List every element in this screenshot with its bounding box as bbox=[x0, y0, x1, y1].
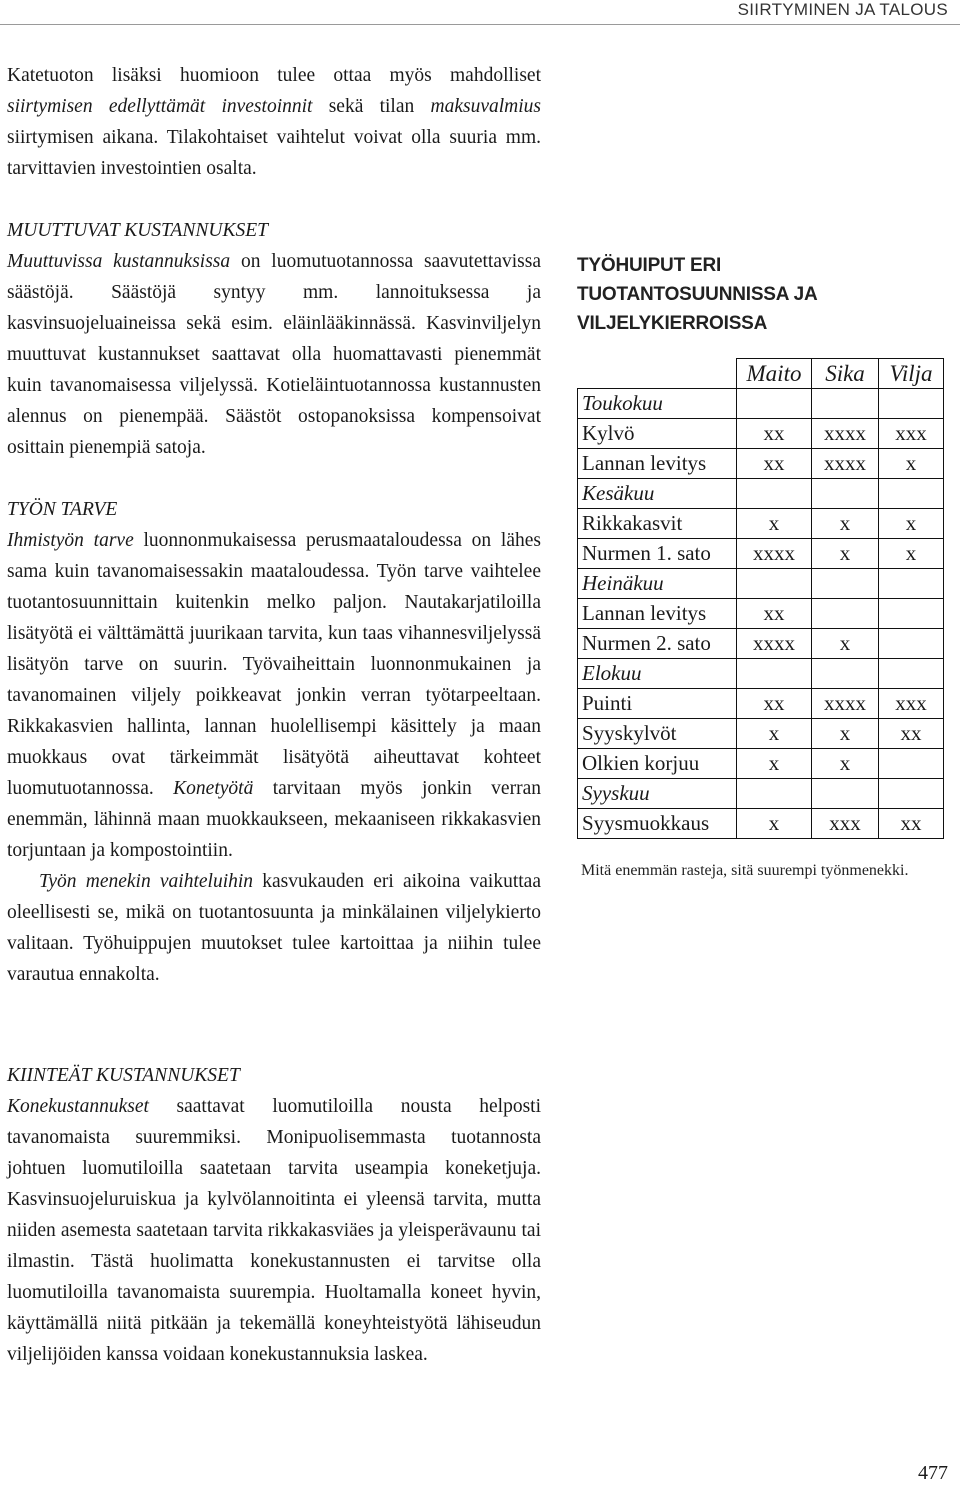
table-cell bbox=[879, 749, 944, 779]
table-cell: xxx bbox=[812, 809, 879, 839]
section-heading-variable-costs: MUUTTUVAT KUSTANNUKSET bbox=[7, 220, 268, 241]
table-cell bbox=[879, 479, 944, 509]
section-heading-labor: TYÖN TARVE bbox=[7, 499, 118, 520]
table-row bbox=[578, 779, 944, 809]
table-cell bbox=[812, 569, 879, 599]
task-label: Lannan levitys bbox=[578, 599, 737, 629]
table-cell bbox=[812, 659, 879, 689]
labor-lead: Ihmistyön tarve bbox=[7, 530, 134, 551]
table-cell bbox=[737, 779, 812, 809]
table-body bbox=[578, 389, 944, 839]
task-label: Nurmen 2. sato bbox=[578, 629, 737, 659]
table-cell: x bbox=[812, 539, 879, 569]
table-cell: x bbox=[879, 449, 944, 479]
sidebar-title-line: VILJELYKIERROISSA bbox=[577, 313, 768, 334]
table-cell bbox=[879, 629, 944, 659]
table-cell: x bbox=[737, 719, 812, 749]
spacer bbox=[7, 184, 541, 215]
table-cell bbox=[737, 479, 812, 509]
table-cell: x bbox=[879, 539, 944, 569]
variable-costs-paragraph bbox=[7, 246, 541, 463]
table-row bbox=[578, 629, 944, 659]
main-column-bottom bbox=[7, 1060, 541, 1370]
running-header bbox=[0, 0, 960, 25]
sidebar-title-line: TUOTANTOSUUNNISSA JA bbox=[577, 284, 818, 305]
month-label: Elokuu bbox=[578, 659, 737, 689]
table-cell bbox=[879, 779, 944, 809]
column-header: Vilja bbox=[879, 359, 944, 389]
table-cell: x bbox=[879, 509, 944, 539]
page-number: 477 bbox=[918, 1462, 948, 1484]
table-cell bbox=[812, 599, 879, 629]
fixed-costs-text: saattavat luomutiloilla nousta helposti tavanomaista suuremmiksi. Monipuolisemmasta tuotannosta johtuen luomutiloilla saatetaan tarvita useampia koneketjuja. Kasvinsuojeluruiskua ja kylvölannoitinta ei yleensä tarvita, mutta niiden asemesta saatetaan tarvita rikkakasviäes ja yleisperävaunu tai ilmastin. Tästä huolimatta konekustannusten ei tarvitse olla luomutiloilla tavanomaista suurempia. Huoltamalla koneet hyvin, käyttämällä niitä pitkään ja tekemällä koneyhteistyötä lähiseudun viljelijöiden kanssa voidaan konekustannuksia laskea. bbox=[7, 1096, 541, 1365]
table-corner bbox=[578, 359, 737, 389]
table-row bbox=[578, 419, 944, 449]
table-cell: x bbox=[737, 809, 812, 839]
table-cell: x bbox=[812, 749, 879, 779]
month-label: Toukokuu bbox=[578, 389, 737, 419]
task-label: Olkien korjuu bbox=[578, 749, 737, 779]
variable-costs-lead: Muuttuvissa kustannuksissa bbox=[7, 251, 231, 272]
intro-emphasis-1: siirtymisen edellyttämät investoinnit bbox=[7, 96, 313, 117]
labor-p2-lead: Työn menekin vaihteluihin bbox=[39, 871, 254, 892]
intro-text-3: siirtymisen aikana. Tilakohtaiset vaihtelut voivat olla suuria mm. tarvittavien investointien osalta. bbox=[7, 127, 541, 179]
task-label: Lannan levitys bbox=[578, 449, 737, 479]
table-note: Mitä enemmän rasteja, sitä suurempi työnmenekki. bbox=[581, 862, 909, 879]
table-cell bbox=[812, 779, 879, 809]
month-label: Syyskuu bbox=[578, 779, 737, 809]
table-row bbox=[578, 719, 944, 749]
task-label: Kylvö bbox=[578, 419, 737, 449]
table-cell: xxxx bbox=[812, 689, 879, 719]
table-cell: xx bbox=[879, 719, 944, 749]
fixed-costs-lead: Konekustannukset bbox=[7, 1096, 149, 1117]
table-cell: xxx bbox=[879, 689, 944, 719]
sidebar-title bbox=[577, 251, 877, 338]
table-cell: xx bbox=[737, 449, 812, 479]
task-label: Syyskylvöt bbox=[578, 719, 737, 749]
variable-costs-text: on luomutuotannossa saavutettavissa säästöjä. Säästöjä syntyy mm. lannoituksessa ja kasvinsuojeluaineissa sekä esim. eläinlääkinnässä. Kasvinviljelyn muuttuvat kustannukset saattavat olla huomattavasti pienemmät kuin tavanomaisessa viljelyssä. Kotieläintuotannossa kustannusten alennus on pienempää. Säästöt ostopanoksissa kompensoivat osittain pienempiä satoja. bbox=[7, 251, 541, 458]
table-cell bbox=[737, 389, 812, 419]
labor-paragraph-1 bbox=[7, 525, 541, 866]
table-cell: xx bbox=[737, 599, 812, 629]
column-header: Sika bbox=[812, 359, 879, 389]
table-cell: x bbox=[812, 509, 879, 539]
task-label: Rikkakasvit bbox=[578, 509, 737, 539]
workload-table bbox=[577, 358, 944, 839]
table-row bbox=[578, 599, 944, 629]
intro-text-1: Katetuoton lisäksi huomioon tulee ottaa myös mahdolliset bbox=[7, 65, 541, 86]
main-column-top bbox=[7, 60, 541, 990]
table-row bbox=[578, 479, 944, 509]
intro-paragraph bbox=[7, 60, 541, 184]
table-cell: xxxx bbox=[812, 419, 879, 449]
table-cell bbox=[737, 569, 812, 599]
table-cell: xxxx bbox=[812, 449, 879, 479]
table-row bbox=[578, 659, 944, 689]
table-cell bbox=[879, 569, 944, 599]
table-cell bbox=[812, 389, 879, 419]
table-row bbox=[578, 539, 944, 569]
table-row bbox=[578, 569, 944, 599]
task-label: Syysmuokkaus bbox=[578, 809, 737, 839]
task-label: Puinti bbox=[578, 689, 737, 719]
fixed-costs-paragraph bbox=[7, 1091, 541, 1370]
table-cell: x bbox=[812, 629, 879, 659]
table-row bbox=[578, 389, 944, 419]
sidebar-title-line: TYÖHUIPUT ERI bbox=[577, 255, 722, 276]
table-cell bbox=[879, 659, 944, 689]
table-cell: xxxx bbox=[737, 539, 812, 569]
table-cell bbox=[812, 479, 879, 509]
month-label: Heinäkuu bbox=[578, 569, 737, 599]
spacer bbox=[7, 463, 541, 494]
table-cell: xxx bbox=[879, 419, 944, 449]
month-label: Kesäkuu bbox=[578, 479, 737, 509]
table-cell bbox=[737, 659, 812, 689]
table-row bbox=[578, 749, 944, 779]
table-cell bbox=[879, 389, 944, 419]
labor-text-2: tarvitaan myös jonkin verran enemmän, lähinnä maan muokkaukseen, mekaaniseen rikkakasvien torjuntaan ja kompostointiin. bbox=[7, 778, 541, 861]
intro-text-2: sekä tilan bbox=[312, 96, 431, 117]
labor-paragraph-2 bbox=[7, 866, 541, 990]
table-cell: xx bbox=[737, 419, 812, 449]
table-row bbox=[578, 689, 944, 719]
labor-p2-text: kasvukauden eri aikoina vaikuttaa oleellisesti se, mikä on tuotantosuunta ja minkälainen viljelykierto valitaan. Työhuippujen muutokset tulee kartoittaa ja niihin tulee varautua ennakolta. bbox=[7, 871, 541, 985]
table-header-row bbox=[578, 359, 944, 389]
table-row bbox=[578, 809, 944, 839]
table-cell: xx bbox=[737, 689, 812, 719]
table-row bbox=[578, 449, 944, 479]
table-cell: x bbox=[737, 509, 812, 539]
section-heading-fixed-costs: KIINTEÄT KUSTANNUKSET bbox=[7, 1065, 240, 1086]
table-cell: x bbox=[737, 749, 812, 779]
table-cell: x bbox=[812, 719, 879, 749]
column-header: Maito bbox=[737, 359, 812, 389]
table-cell bbox=[879, 599, 944, 629]
labor-text-1: luonnonmukaisessa perusmaataloudessa on lähes sama kuin tavanomaisessakin maataloudessa. Työn tarve vaihtelee tuotantosuunnittain kuitenkin melko paljon. Nautakarjatiloilla lisätyötä ei välttämättä juurikaan tarvita, kun taas vihannesviljelyssä lisätyön tarve on suurin. Työvaiheittain luonnonmukainen ja tavanomainen viljely poikkeavat jonkin verran työtarpeeltaan. Rikkakasvien hallinta, lannan huolellisempi käsittely ja maan muokkaus ovat tärkeimmät lisätyötä aiheuttavat kohteet luomutuotannossa. bbox=[7, 530, 541, 799]
table-row bbox=[578, 509, 944, 539]
table-cell: xxxx bbox=[737, 629, 812, 659]
labor-emphasis: Konetyötä bbox=[173, 778, 254, 799]
header-title: SIIRTYMINEN JA TALOUS bbox=[737, 0, 948, 19]
intro-emphasis-2: maksuvalmius bbox=[430, 96, 542, 117]
task-label: Nurmen 1. sato bbox=[578, 539, 737, 569]
table-cell: xx bbox=[879, 809, 944, 839]
